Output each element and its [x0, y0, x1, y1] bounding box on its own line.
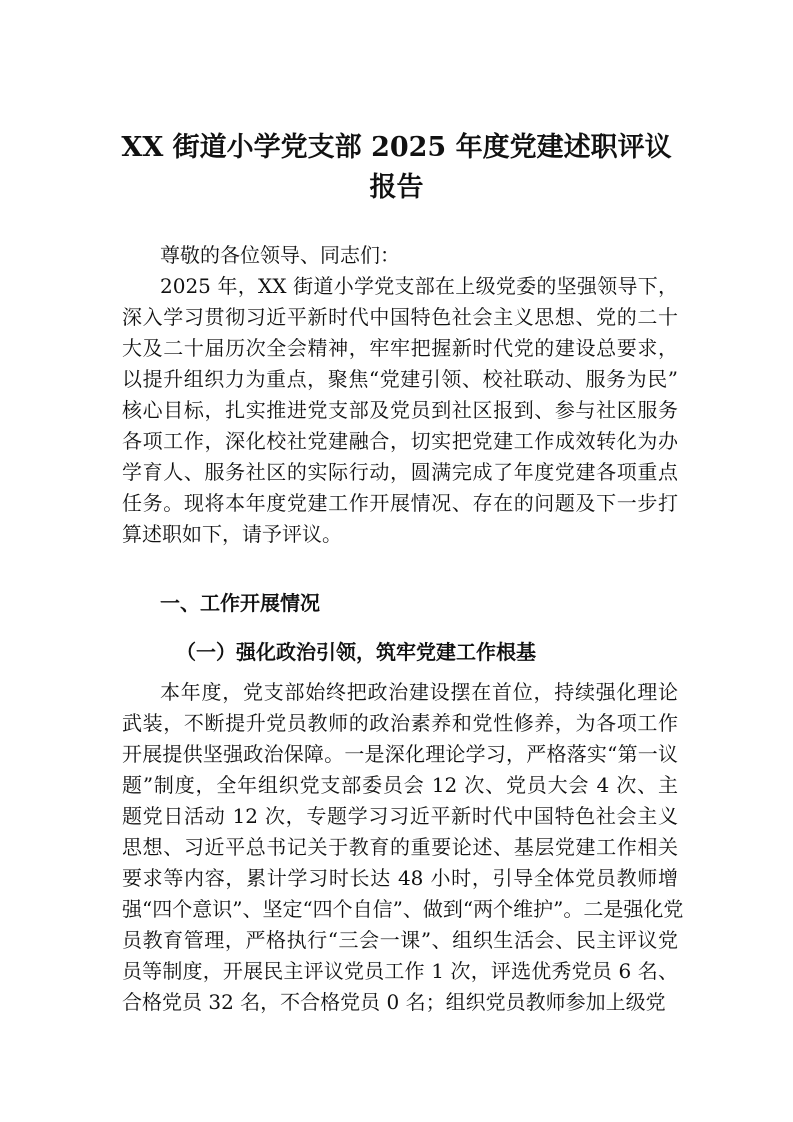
paragraph-line: 算述职如下，请予评议。	[122, 522, 342, 546]
paragraph-line: 强“四个意识”、坚定“四个自信”、做到“两个维护”。二是强化党	[122, 897, 684, 921]
section-heading: 一、工作开展情况	[160, 591, 320, 615]
subsection-heading: （一）强化政治引领，筑牢党建工作根基	[176, 640, 536, 664]
paragraph-line: 员等制度，开展民主评议党员工作 1 次，评选优秀党员 6 名、	[122, 959, 678, 983]
paragraph-line: 题党日活动 12 次，专题学习习近平新时代中国特色社会主义	[122, 804, 678, 828]
document-title-line-2: 报告	[369, 172, 424, 203]
paragraph-line: 核心目标，扎实推进党支部及党员到社区报到、参与社区服务	[122, 398, 678, 422]
paragraph-line: 武装，不断提升党员教师的政治素养和党性修养，为各项工作	[122, 711, 678, 735]
paragraph-line: 学育人、服务社区的实际行动，圆满完成了年度党建各项重点	[122, 460, 678, 484]
paragraph-line: 任务。现将本年度党建工作开展情况、存在的问题及下一步打	[122, 491, 678, 515]
paragraph-line: 题”制度，全年组织党支部委员会 12 次、党员大会 4 次、主	[122, 773, 678, 797]
paragraph-line: 合格党员 32 名，不合格党员 0 名；组织党员教师参加上级党	[122, 990, 666, 1014]
paragraph-line: 各项工作，深化校社党建融合，切实把党建工作成效转化为办	[122, 429, 678, 453]
paragraph-line: 本年度，党支部始终把政治建设摆在首位，持续强化理论	[160, 680, 678, 704]
paragraph-line: 思想、习近平总书记关于教育的重要论述、基层党建工作相关	[122, 835, 678, 859]
salutation: 尊敬的各位领导、同志们：	[160, 243, 400, 267]
paragraph-line: 以提升组织力为重点，聚焦“党建引领、校社联动、服务为民”	[122, 367, 678, 391]
paragraph-line: 深入学习贯彻习近平新时代中国特色社会主义思想、党的二十	[122, 305, 678, 329]
paragraph-line: 员教育管理，严格执行“三会一课”、组织生活会、民主评议党	[122, 928, 678, 952]
paragraph-line: 开展提供坚强政治保障。一是深化理论学习，严格落实“第一议	[122, 742, 678, 766]
document-title-line-1: XX 街道小学党支部 2025 年度党建述职评议	[121, 132, 672, 163]
paragraph-line: 2025 年，XX 街道小学党支部在上级党委的坚强领导下，	[160, 274, 678, 298]
paragraph-line: 要求等内容，累计学习时长达 48 小时，引导全体党员教师增	[122, 866, 678, 890]
paragraph-line: 大及二十届历次全会精神，牢牢把握新时代党的建设总要求，	[122, 336, 678, 360]
